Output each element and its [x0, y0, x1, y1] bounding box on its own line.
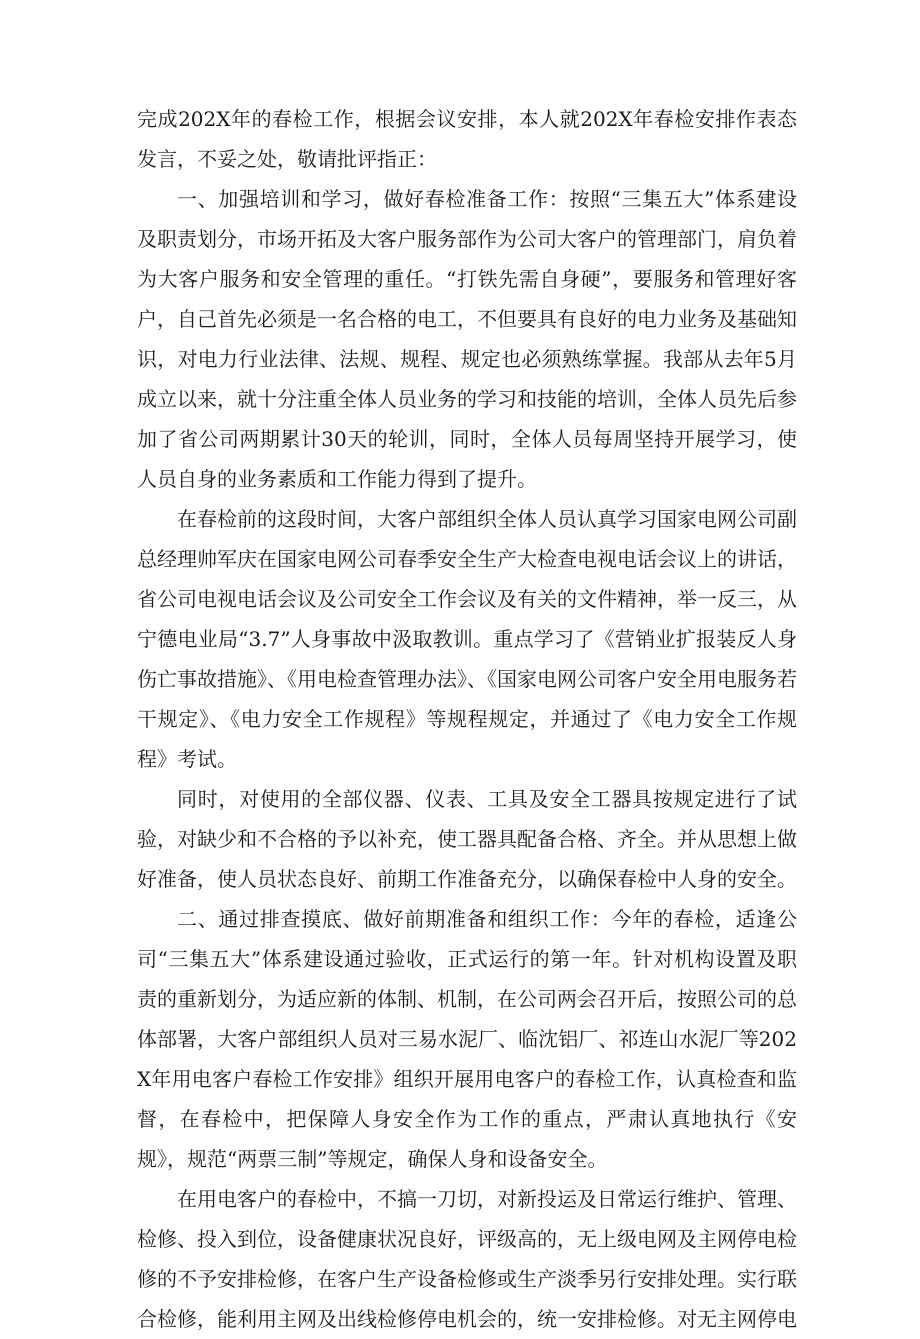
paragraph-pre-inspection-study: 在春检前的这段时间，大客户部组织全体人员认真学习国家电网公司副总经理帅军庆在国家电网公司春季安全生产大检查电视电话会议上的讲话，省公司电视电话会议及公司安全工作会议及有关的文件精神，举一反三，从宁德电业局“3.7”人身事故中汲取教训。重点学习了《营销业扩报装反人身伤亡事故措施》、《用电检查管理办法》、《国家电网公司客户安全用电服务若干规定》、《电力安全工作规程》等规程规定，并通过了《电力安全工作规程》考试。 [137, 507, 797, 771]
paragraph-equipment-testing: 同时，对使用的全部仪器、仪表、工具及安全工器具按规定进行了试验，对缺少和不合格的予以补充，使工器具配备合格、齐全。并从思想上做好准备，使人员状态良好、前期工作准备充分，以确保春检中人身的安全。 [137, 787, 797, 891]
paragraph-training-section: 一、加强培训和学习，做好春检准备工作：按照“三集五大”体系建设及职责划分，市场开拓及大客户服务部作为公司大客户的管理部门，肩负着为大客户服务和安全管理的重任。“打铁先需自身硬”，要服务和管理好客户，自己首先必须是一名合格的电工，不但要具有良好的电力业务及基础知识，对电力行业法律、法规、规程、规定也必须熟练掌握。我部从去年5月成立以来，就十分注重全体人员业务的学习和技能的培训，全体人员先后参加了省公司两期累计30天的轮训，同时，全体人员每周坚持开展学习，使人员自身的业务素质和工作能力得到了提升。 [137, 187, 797, 491]
paragraph-customer-inspection: 在用电客户的春检中，不搞一刀切，对新投运及日常运行维护、管理、检修、投入到位，设备健康状况良好，评级高的，无上级电网及主网停电检修的不予安排检修，在客户生产设备检修或生产淡季另行安排处理。实行联合检修，能利用主网及出线检修停电机会的，统一安排检修。对无主网停电 [137, 1187, 797, 1331]
paragraph-investigation-section: 二、通过排查摸底、做好前期准备和组织工作：今年的春检，适逢公司“三集五大”体系建设通过验收，正式运行的第一年。针对机构设置及职责的重新划分，为适应新的体制、机制，在公司两会召开后，按照公司的总体部署，大客户部组织人员对三易水泥厂、临沈铝厂、祁连山水泥厂等202X年用电客户春检工作安排》组织开展用电客户的春检工作，认真检查和监督，在春检中，把保障人身安全作为工作的重点，严肃认真地执行《安规》，规范“两票三制”等规定，确保人身和设备安全。 [137, 907, 797, 1171]
document-body [137, 99, 797, 1339]
paragraph-continuation: 完成202X年的春检工作，根据会议安排，本人就202X年春检安排作表态发言，不妥之处，敬请批评指正： [137, 107, 797, 171]
